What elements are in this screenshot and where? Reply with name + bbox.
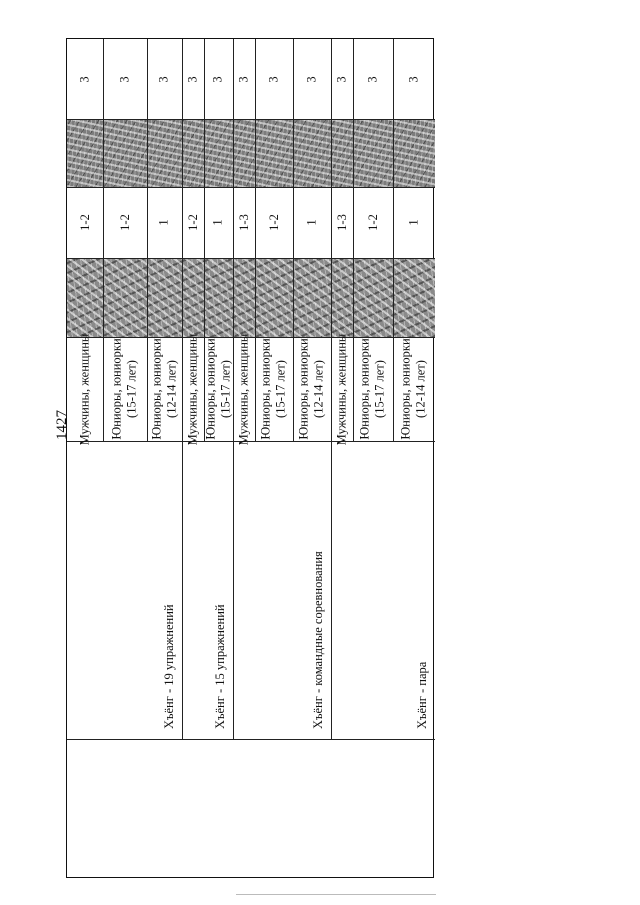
rank-value-cell bbox=[204, 39, 233, 119]
age-group-cell bbox=[353, 337, 393, 441]
rank-value: 3 bbox=[365, 75, 380, 83]
age-group-line: Юниоры, юниорки bbox=[259, 338, 274, 440]
place-value-cell bbox=[393, 187, 435, 258]
place-value-cell bbox=[103, 187, 147, 258]
age-group-text bbox=[237, 333, 252, 445]
rank-value-cell bbox=[353, 39, 393, 119]
age-group-cell bbox=[233, 333, 255, 445]
age-group-line: (15-17 лет) bbox=[218, 360, 233, 418]
age-group-line: Юниоры, юниорки bbox=[297, 338, 312, 440]
group-divider bbox=[233, 441, 234, 739]
age-group-text bbox=[150, 338, 180, 439]
rank-value: 3 bbox=[77, 75, 92, 83]
place-value: 1-3 bbox=[334, 214, 349, 231]
group-divider bbox=[182, 441, 183, 739]
age-group-cell bbox=[103, 337, 147, 441]
place-value: 1 bbox=[406, 219, 421, 226]
age-group-line: Юниоры, юниорки bbox=[149, 338, 164, 440]
place-value-cell bbox=[147, 187, 182, 258]
place-value: 1-2 bbox=[365, 214, 380, 231]
rank-value: 3 bbox=[117, 75, 132, 83]
place-value-cell bbox=[293, 187, 331, 258]
age-group-text bbox=[358, 338, 388, 439]
place-value: 1-3 bbox=[236, 214, 251, 231]
place-value-cell bbox=[331, 187, 353, 258]
category-label: Хъёнг - пара bbox=[415, 661, 429, 729]
age-group-text bbox=[297, 338, 327, 439]
rank-value-cell bbox=[67, 39, 103, 119]
category-label: Хъёнг - командные соревнования bbox=[311, 551, 325, 729]
age-group-cell bbox=[147, 337, 182, 441]
age-group-line: Мужчины, женщины bbox=[77, 333, 92, 445]
age-group-cell bbox=[67, 333, 103, 445]
shaded-column-2 bbox=[67, 119, 435, 187]
place-value: 1 bbox=[211, 219, 225, 226]
rank-value: 3 bbox=[211, 75, 225, 83]
age-group-line: (15-17 лет) bbox=[373, 360, 388, 418]
age-group-cell bbox=[393, 337, 435, 441]
rank-value-cell bbox=[331, 39, 353, 119]
place-value-cell bbox=[255, 187, 293, 258]
age-group-line: (12-14 лет) bbox=[312, 360, 327, 418]
rank-value-cell bbox=[255, 39, 293, 119]
category-label: Хъёнг - 19 упражнений bbox=[162, 604, 176, 729]
place-value: 1-2 bbox=[77, 214, 92, 231]
age-group-line: (12-14 лет) bbox=[414, 360, 429, 418]
place-value: 1 bbox=[157, 219, 171, 226]
footer-rule bbox=[236, 894, 436, 895]
age-group-cell bbox=[255, 337, 293, 441]
age-group-line: Мужчины, женщины bbox=[334, 333, 349, 445]
lower-divider bbox=[67, 739, 435, 740]
age-group-text bbox=[204, 338, 234, 439]
place-value-cell bbox=[353, 187, 393, 258]
rank-value: 3 bbox=[334, 75, 349, 83]
age-group-cell bbox=[182, 333, 204, 445]
age-group-text bbox=[399, 338, 429, 439]
rank-value-cell bbox=[233, 39, 255, 119]
place-value-cell bbox=[204, 187, 233, 258]
age-group-cell bbox=[293, 337, 331, 441]
rank-value-cell bbox=[103, 39, 147, 119]
rank-value-cell bbox=[393, 39, 435, 119]
competition-table bbox=[66, 38, 434, 878]
rank-value-cell bbox=[293, 39, 331, 119]
rank-value: 3 bbox=[266, 75, 281, 83]
rank-value-cell bbox=[182, 39, 204, 119]
age-group-text bbox=[78, 333, 93, 445]
age-group-line: Юниоры, юниорки bbox=[358, 338, 373, 440]
age-group-cell bbox=[204, 337, 233, 441]
age-group-text bbox=[110, 338, 140, 439]
category-label: Хъёнг - 15 упражнений bbox=[213, 604, 227, 729]
age-group-line: Юниоры, юниорки bbox=[110, 338, 125, 440]
page-number: 1427 bbox=[54, 410, 70, 440]
rank-value: 3 bbox=[406, 75, 421, 83]
age-group-line: (12-14 лет) bbox=[164, 360, 179, 418]
place-value-cell bbox=[67, 187, 103, 258]
age-group-line: Юниоры, юниорки bbox=[203, 338, 218, 440]
rank-value: 3 bbox=[157, 75, 171, 83]
place-value: 1 bbox=[304, 219, 319, 226]
age-group-line: (15-17 лет) bbox=[125, 360, 140, 418]
rank-value-cell bbox=[147, 39, 182, 119]
rank-value: 3 bbox=[185, 75, 200, 83]
place-value-cell bbox=[233, 187, 255, 258]
rank-value: 3 bbox=[304, 75, 319, 83]
age-group-line: Юниоры, юниорки bbox=[399, 338, 414, 440]
age-group-cell bbox=[331, 333, 353, 445]
rank-value: 3 bbox=[236, 75, 251, 83]
age-group-text bbox=[186, 333, 201, 445]
place-value: 1-2 bbox=[185, 214, 200, 231]
group-divider bbox=[331, 441, 332, 739]
age-group-text bbox=[259, 338, 289, 439]
shaded-column-1 bbox=[67, 258, 435, 337]
age-group-text bbox=[335, 333, 350, 445]
place-value: 1-2 bbox=[117, 214, 132, 231]
age-group-line: (15-17 лет) bbox=[274, 360, 289, 418]
place-value-cell bbox=[182, 187, 204, 258]
age-group-line: Мужчины, женщины bbox=[185, 333, 200, 445]
place-value: 1-2 bbox=[266, 214, 281, 231]
age-group-line: Мужчины, женщины bbox=[236, 333, 251, 445]
